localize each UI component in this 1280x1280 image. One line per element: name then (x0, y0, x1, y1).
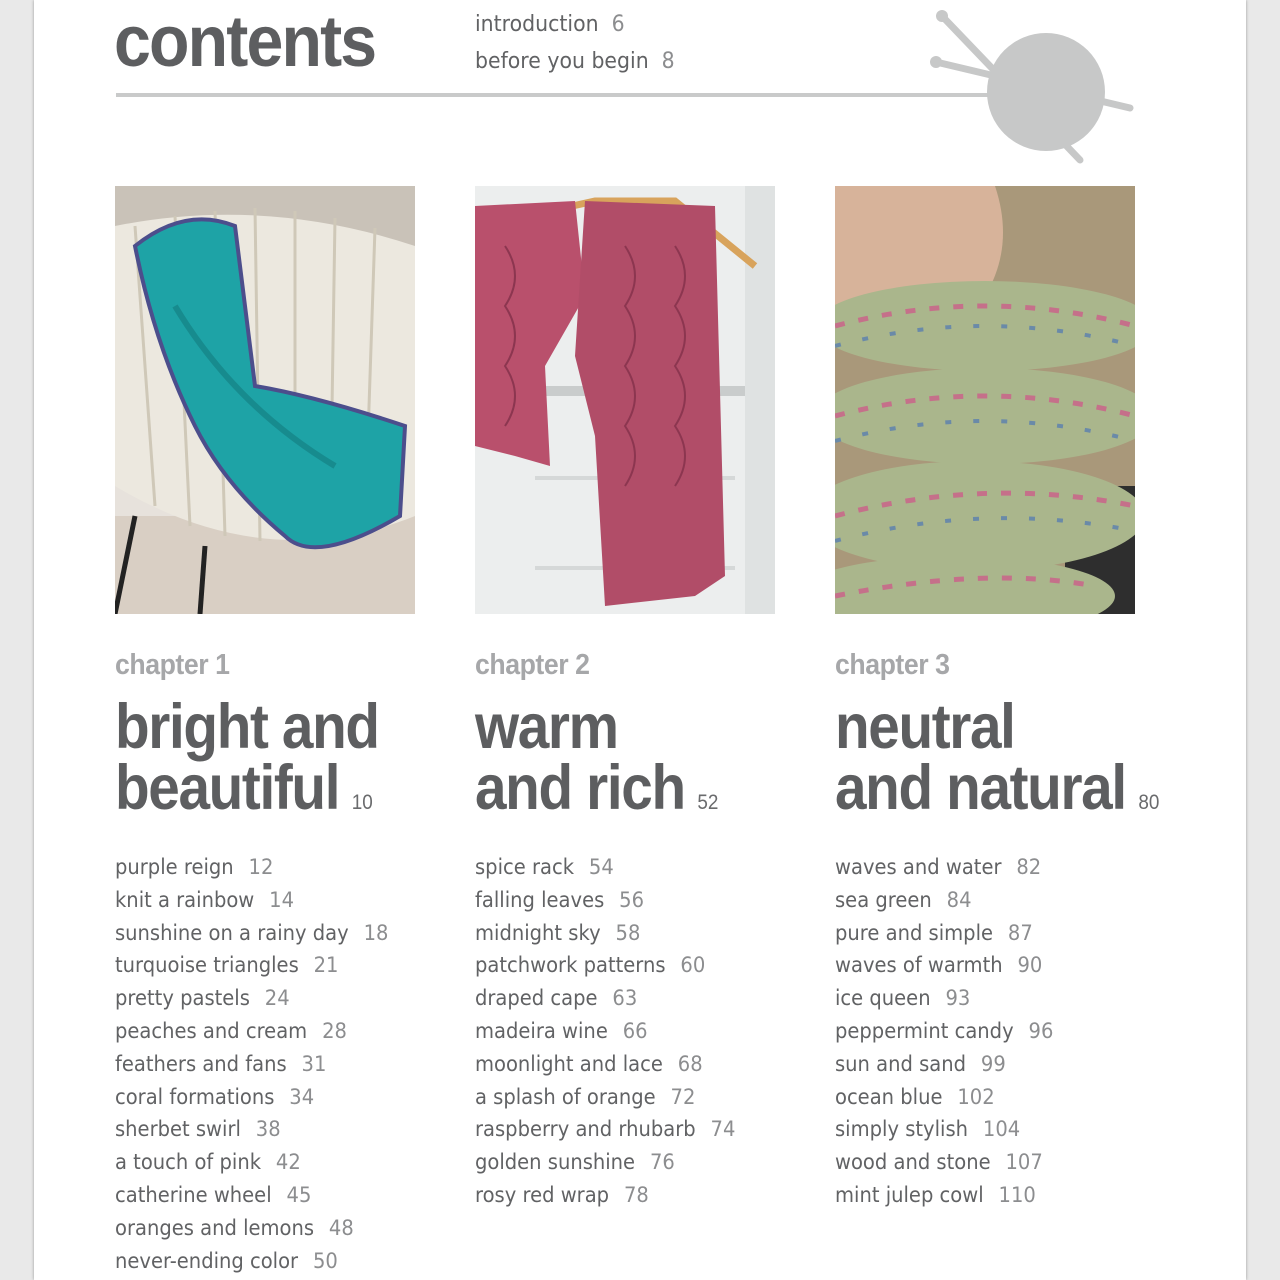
project-name: wood and stone (835, 1150, 991, 1175)
page-number: 110 (998, 1182, 1036, 1207)
page-number: 48 (328, 1215, 354, 1240)
page-number: 58 (615, 920, 641, 945)
chapter-title-line: warm (475, 692, 618, 762)
project-name: purple reign (115, 855, 234, 879)
project-name: waves and water (835, 855, 1002, 879)
project-name: midnight sky (475, 920, 601, 945)
list-item[interactable] (835, 1048, 1053, 1081)
list-item[interactable] (475, 917, 735, 950)
chapter-page-number: 80 (1138, 791, 1160, 814)
page-number: 74 (710, 1117, 736, 1142)
list-item[interactable] (115, 884, 388, 917)
list-item[interactable] (475, 982, 735, 1015)
list-item[interactable] (475, 1015, 735, 1048)
list-item[interactable] (475, 1179, 735, 1212)
list-item[interactable] (475, 1146, 735, 1179)
project-name: falling leaves (475, 887, 605, 912)
chapter-title[interactable] (475, 692, 719, 833)
chapter-title-line: and rich (475, 753, 685, 823)
chapter-title[interactable] (835, 692, 1160, 833)
project-name: ice queen (835, 986, 931, 1011)
list-item[interactable] (835, 1146, 1053, 1179)
list-item[interactable] (475, 884, 735, 917)
page-number: 72 (670, 1084, 696, 1109)
project-name: rosy red wrap (475, 1182, 610, 1207)
page-number: 93 (945, 986, 971, 1011)
front-matter-item[interactable] (475, 6, 675, 43)
yarn-ball-with-needles-icon (930, 10, 1140, 174)
front-matter-label: before you begin (475, 49, 649, 74)
front-matter-label: introduction (475, 12, 599, 37)
page-number: 60 (680, 953, 706, 978)
chapter-contents-list (115, 851, 409, 1277)
list-item[interactable] (115, 1212, 388, 1245)
list-item[interactable] (835, 1113, 1053, 1146)
list-item[interactable] (115, 917, 388, 950)
chapter-page-number: 10 (351, 791, 373, 814)
chapter-label: chapter 1 (115, 649, 230, 681)
project-name: peppermint candy (835, 1018, 1014, 1043)
project-name: sunshine on a rainy day (115, 920, 349, 945)
project-name: madeira wine (475, 1018, 608, 1043)
list-item[interactable] (835, 851, 1053, 884)
list-item[interactable] (835, 884, 1053, 917)
page-number: 66 (622, 1018, 648, 1043)
front-matter-page: 8 (661, 49, 675, 74)
list-item[interactable] (835, 917, 1053, 950)
chapter-label: chapter 2 (475, 649, 590, 681)
page-number: 28 (322, 1018, 347, 1043)
page-number: 45 (286, 1182, 312, 1207)
list-item[interactable] (475, 1048, 735, 1081)
list-item[interactable] (475, 949, 735, 982)
project-name: catherine wheel (115, 1182, 272, 1207)
project-name: turquoise triangles (115, 953, 299, 978)
chapter-page-number: 52 (697, 791, 719, 814)
page-number: 42 (275, 1150, 301, 1175)
project-name: a touch of pink (115, 1150, 262, 1175)
project-name: pretty pastels (115, 986, 250, 1011)
list-item[interactable] (475, 1113, 735, 1146)
page-number: 56 (619, 887, 645, 912)
page-number: 78 (623, 1182, 649, 1207)
page-number: 14 (269, 887, 295, 912)
list-item[interactable] (115, 1015, 388, 1048)
project-name: knit a rainbow (115, 887, 255, 912)
page-title: contents (114, 2, 376, 82)
chapter-title-line: bright and (115, 692, 379, 762)
front-matter-page: 6 (611, 12, 625, 37)
page-number: 63 (612, 986, 638, 1011)
list-item[interactable] (835, 1081, 1053, 1114)
green-cowl-closeup-photo (835, 186, 1135, 614)
project-name: sea green (835, 887, 932, 912)
project-name: ocean blue (835, 1084, 943, 1109)
list-item[interactable] (115, 1113, 388, 1146)
page-number: 31 (301, 1051, 327, 1076)
project-name: spice rack (475, 855, 575, 879)
page-number: 54 (588, 855, 614, 879)
project-name: coral formations (115, 1084, 275, 1109)
chapter-title-line: and natural (835, 753, 1126, 823)
list-item[interactable] (115, 1081, 388, 1114)
list-item[interactable] (835, 1179, 1053, 1212)
page-number: 38 (255, 1117, 281, 1142)
list-item[interactable] (115, 1146, 388, 1179)
list-item[interactable] (835, 949, 1053, 982)
page-number: 102 (957, 1084, 995, 1109)
project-name: a splash of orange (475, 1084, 656, 1109)
list-item[interactable] (115, 1245, 388, 1278)
project-name: waves of warmth (835, 953, 1003, 978)
lace-wrap-on-hanger-photo (475, 186, 775, 614)
list-item[interactable] (115, 1179, 388, 1212)
chapter-title-line: beautiful (115, 753, 340, 823)
project-name: pure and simple (835, 920, 994, 945)
page-number: 107 (1005, 1150, 1043, 1175)
page-number: 87 (1007, 920, 1033, 945)
page-number: 104 (982, 1117, 1021, 1142)
list-item[interactable] (115, 982, 388, 1015)
page-number: 50 (312, 1248, 338, 1273)
page-number: 84 (946, 887, 972, 912)
front-matter-item[interactable] (475, 43, 675, 80)
project-name: golden sunshine (475, 1150, 636, 1175)
project-name: patchwork patterns (475, 953, 666, 978)
project-name: sun and sand (835, 1051, 967, 1076)
page-number: 24 (264, 986, 290, 1011)
page-number: 21 (313, 953, 339, 978)
project-name: simply stylish (835, 1117, 969, 1142)
list-item[interactable] (115, 851, 388, 884)
chapter-title[interactable] (115, 692, 379, 833)
project-name: mint julep cowl (835, 1182, 984, 1207)
project-name: never-ending color (115, 1248, 299, 1273)
page-number: 82 (1016, 855, 1042, 879)
teal-blanket-on-chair-photo (115, 186, 415, 614)
front-matter-list (475, 6, 690, 80)
page-number: 90 (1017, 953, 1043, 978)
page-number: 18 (363, 920, 389, 945)
page-number: 76 (649, 1150, 675, 1175)
project-name: feathers and fans (115, 1051, 287, 1076)
list-item[interactable] (115, 1048, 388, 1081)
list-item[interactable] (475, 1081, 735, 1114)
project-name: peaches and cream (115, 1018, 308, 1043)
page-number: 68 (677, 1051, 703, 1076)
page-number: 99 (980, 1051, 1006, 1076)
project-name: oranges and lemons (115, 1215, 315, 1240)
page-number: 96 (1028, 1018, 1054, 1043)
project-name: draped cape (475, 986, 598, 1011)
chapter-label: chapter 3 (835, 649, 950, 681)
page-number: 34 (289, 1084, 315, 1109)
project-name: raspberry and rhubarb (475, 1117, 696, 1142)
chapter-contents-list (475, 851, 755, 1212)
list-item[interactable] (835, 1015, 1053, 1048)
page-number: 12 (248, 855, 274, 879)
chapter-contents-list (835, 851, 1070, 1212)
list-item[interactable] (475, 851, 735, 884)
project-name: moonlight and lace (475, 1051, 663, 1076)
project-name: sherbet swirl (115, 1117, 241, 1142)
chapter-title-line: neutral (835, 692, 1015, 762)
list-item[interactable] (835, 982, 1053, 1015)
list-item[interactable] (115, 949, 388, 982)
